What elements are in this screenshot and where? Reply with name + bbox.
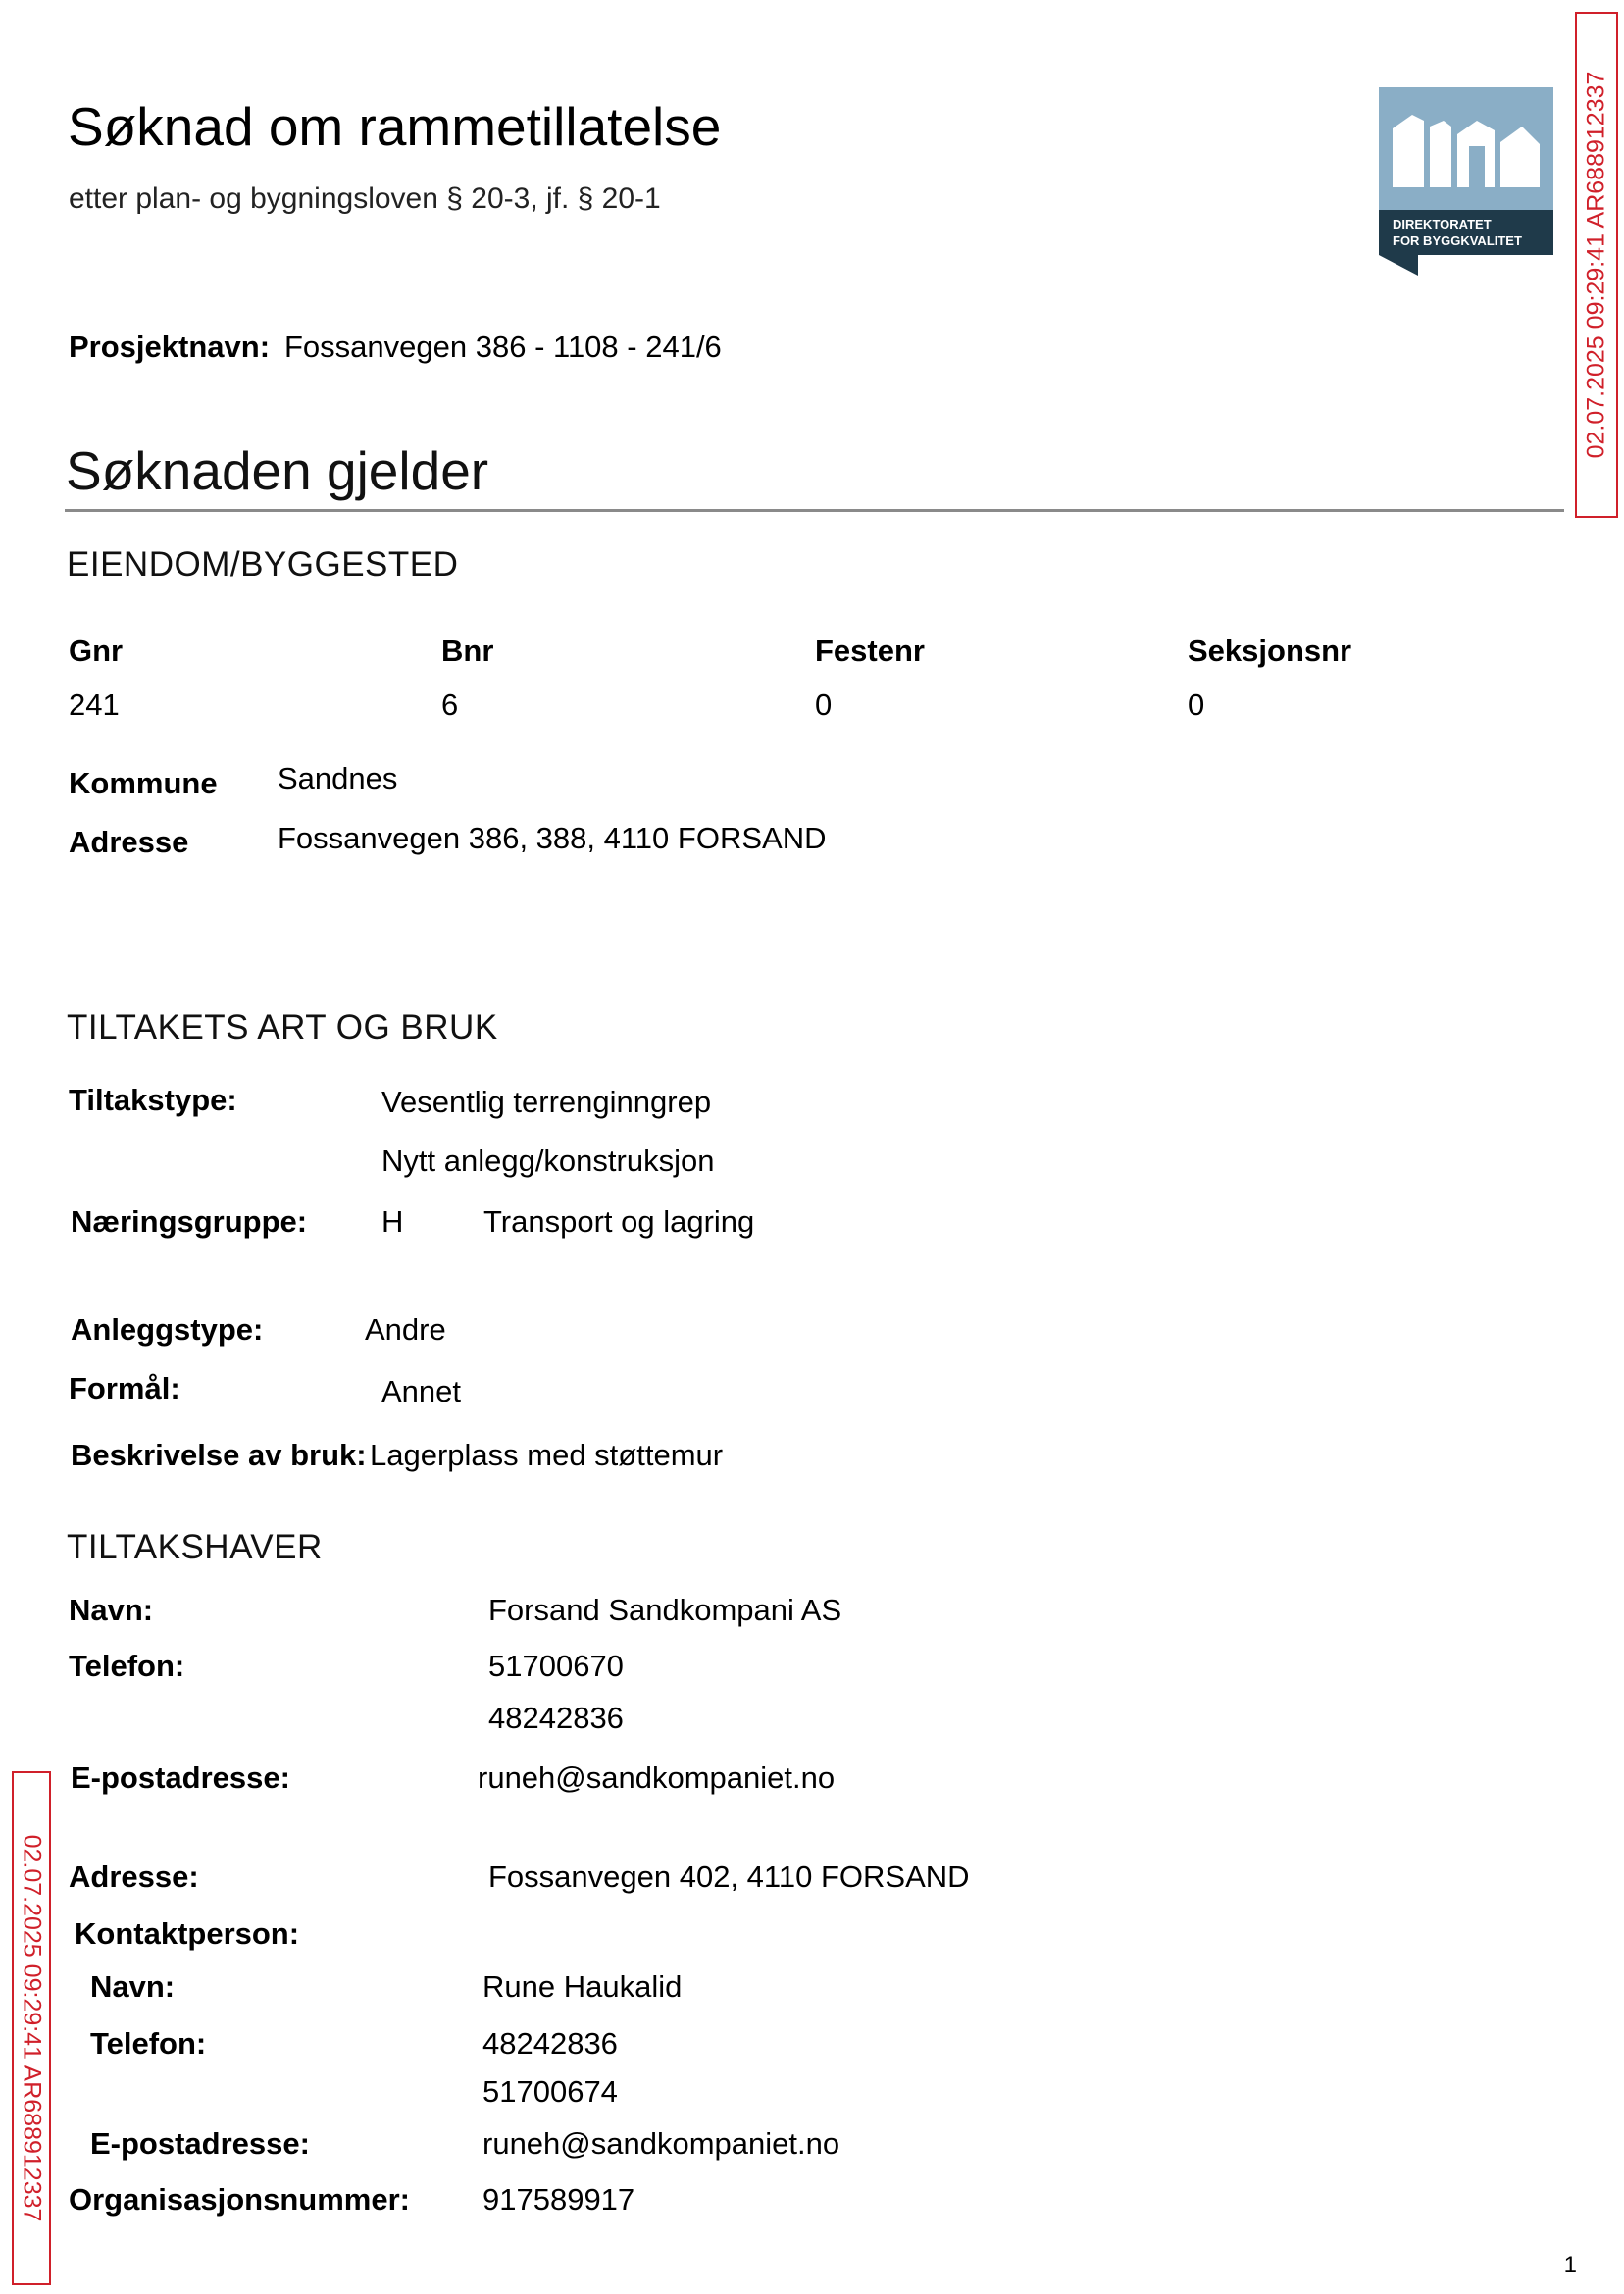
tiltakstype-value-1: Vesentlig terrenginngrep [381, 1085, 712, 1119]
date-stamp-top-text: 02.07.2025 09:29:41 AR688912337 [1582, 71, 1610, 459]
bnr-value: 6 [441, 688, 459, 722]
logo-text-line1: DIREKTORATET [1393, 217, 1492, 231]
adresse-label: Adresse [69, 825, 189, 859]
th-navn-value: Forsand Sandkompani AS [488, 1593, 842, 1627]
gnr-value: 241 [69, 688, 120, 722]
kp-telefon-label: Telefon: [90, 2026, 207, 2061]
dibk-logo [1379, 87, 1553, 276]
date-stamp-top [1575, 12, 1618, 518]
th-adresse-label: Adresse: [69, 1860, 199, 1894]
th-navn-label: Navn: [69, 1593, 154, 1627]
project-name-label: Prosjektnavn: [69, 330, 271, 364]
seksjonsnr-label: Seksjonsnr [1188, 634, 1352, 668]
tiltakshaver-heading: TILTAKSHAVER [67, 1528, 323, 1566]
beskrivelse-label: Beskrivelse av bruk: [71, 1438, 367, 1472]
bnr-label: Bnr [441, 634, 494, 668]
page-number: 1 [1563, 2252, 1577, 2278]
dibk-logo-graphic [1379, 87, 1553, 276]
kp-telefon-value-1: 48242836 [482, 2026, 618, 2061]
logo-text-line2: FOR BYGGKVALITET [1393, 233, 1522, 248]
tiltak-heading: TILTAKETS ART OG BRUK [67, 1008, 498, 1046]
tiltakstype-label: Tiltakstype: [69, 1083, 237, 1117]
date-stamp-bottom [12, 1771, 51, 2285]
naeringsgruppe-code: H [381, 1204, 404, 1239]
orgnr-value: 917589917 [482, 2182, 635, 2217]
formal-label: Formål: [69, 1371, 180, 1405]
naeringsgruppe-label: Næringsgruppe: [71, 1204, 308, 1239]
kp-navn-label: Navn: [90, 1969, 176, 2004]
document-subtitle: etter plan- og bygningsloven § 20-3, jf. § 20-1 [69, 182, 661, 215]
kommune-value: Sandnes [278, 761, 398, 795]
seksjonsnr-value: 0 [1188, 688, 1205, 722]
th-telefon-value-1: 51700670 [488, 1649, 624, 1683]
th-adresse-value: Fossanvegen 402, 4110 FORSAND [488, 1860, 970, 1894]
section-title: Søknaden gjelder [66, 440, 489, 501]
kp-telefon-value-2: 51700674 [482, 2074, 618, 2109]
kp-epost-value: runeh@sandkompaniet.no [482, 2126, 840, 2161]
anleggstype-value: Andre [365, 1312, 446, 1347]
kp-epost-label: E-postadresse: [90, 2126, 310, 2161]
gnr-label: Gnr [69, 634, 124, 668]
th-telefon-value-2: 48242836 [488, 1701, 624, 1735]
th-epost-label: E-postadresse: [71, 1760, 290, 1795]
tiltakstype-value-2: Nytt anlegg/konstruksjon [381, 1144, 715, 1178]
kontaktperson-label: Kontaktperson: [75, 1916, 300, 1951]
orgnr-label: Organisasjonsnummer: [69, 2182, 410, 2217]
adresse-value: Fossanvegen 386, 388, 4110 FORSAND [278, 821, 827, 855]
project-name-value: Fossanvegen 386 - 1108 - 241/6 [284, 330, 722, 364]
date-stamp-bottom-text: 02.07.2025 09:29:41 AR688912337 [18, 1834, 46, 2222]
naeringsgruppe-value: Transport og lagring [483, 1204, 755, 1239]
property-heading: EIENDOM/BYGGESTED [67, 545, 459, 584]
beskrivelse-value: Lagerplass med støttemur [370, 1438, 724, 1472]
kommune-label: Kommune [69, 766, 218, 800]
th-telefon-label: Telefon: [69, 1649, 185, 1683]
kp-navn-value: Rune Haukalid [482, 1969, 683, 2004]
section-divider [65, 509, 1564, 512]
festenr-value: 0 [815, 688, 833, 722]
formal-value: Annet [381, 1374, 462, 1408]
th-epost-value: runeh@sandkompaniet.no [478, 1760, 836, 1795]
anleggstype-label: Anleggstype: [71, 1312, 264, 1347]
document-title: Søknad om rammetillatelse [68, 96, 722, 157]
festenr-label: Festenr [815, 634, 925, 668]
